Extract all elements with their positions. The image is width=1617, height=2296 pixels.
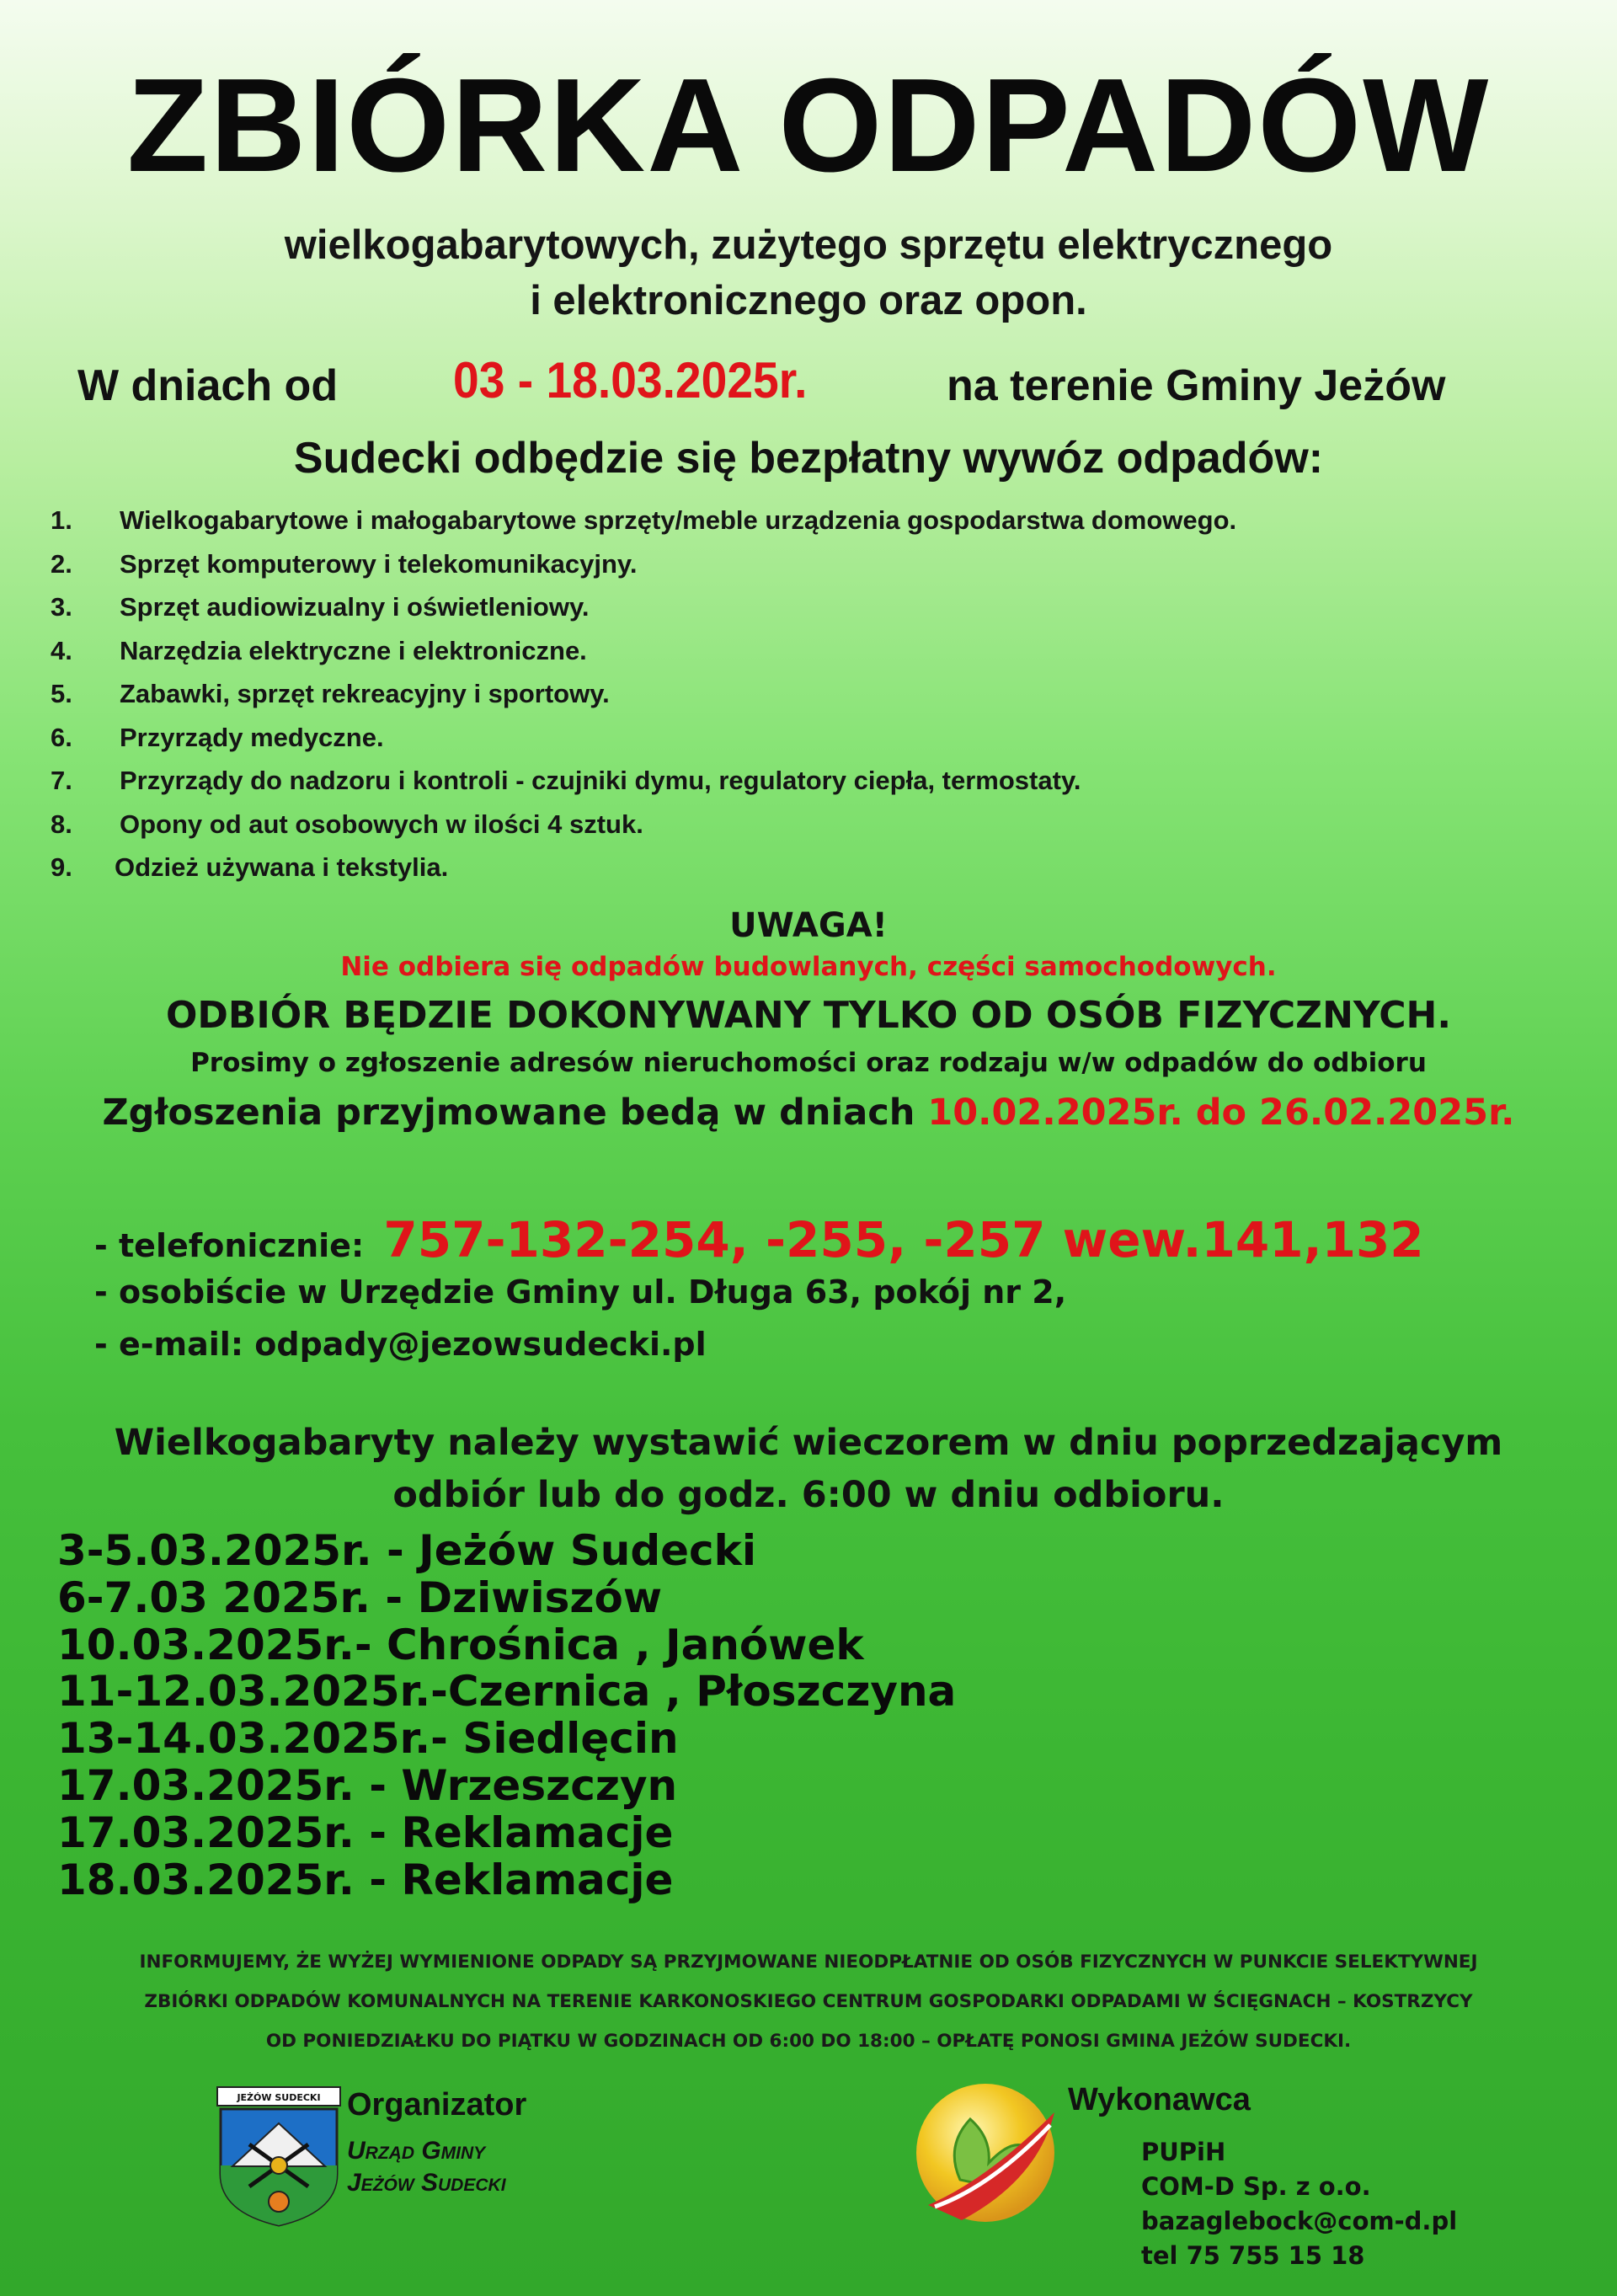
schedule-row: 3-5.03.2025r. - Jeżów Sudecki (57, 1526, 757, 1575)
contractor-email: bazaglebock@com-d.pl (1141, 2207, 1458, 2235)
schedule-row: 17.03.2025r. - Wrzeszczyn (57, 1760, 678, 1810)
period-prefix: W dniach od (77, 361, 339, 410)
item-text: Przyrządy medyczne. (120, 722, 384, 752)
item-number: 5. (51, 679, 72, 708)
item-number: 9. (51, 852, 72, 882)
schedule-row: 11-12.03.2025r.-Czernica , Płoszczyna (57, 1667, 957, 1717)
item-number: 2. (51, 548, 72, 579)
info-line-2: ZBIÓRKI ODPADÓW KOMUNALNYCH NA TERENIE KARKONOSKIEGO CENTRUM GOSPODARKI ODPADAMI W ŚCIĘGNACH – KOSTRZYCY (144, 1991, 1473, 2012)
schedule-row: 6-7.03 2025r. - Dziwiszów (57, 1572, 663, 1622)
collection-dates: 03 - 18.03.2025r. (453, 352, 808, 408)
item-text: Odzież używana i tekstylia. (115, 852, 449, 882)
info-text (0, 1942, 1617, 2061)
contractor-line-1: PUPiH (1141, 2138, 1226, 2166)
subtitle-line-2: i elektronicznego oraz opon. (530, 278, 1087, 323)
item-text: Sprzęt komputerowy i telekomunikacyjny. (120, 548, 638, 579)
instructions-line-2: odbiór lub do godz. 6:00 w dniu odbioru. (392, 1474, 1225, 1516)
contact-phone (94, 1211, 1424, 1268)
contractor-logo-icon (911, 2079, 1059, 2227)
registration-info (0, 1092, 1617, 1134)
info-line-3: OD PONIEDZIAŁKU DO PIĄTKU W GODZINACH OD 6:00 DO 18:00 – OPŁATĘ PONOSI GMINA JEŻÓW SUDECKI. (265, 2031, 1352, 2052)
schedule-row: 10.03.2025r.- Chrośnica , Janówek (57, 1620, 864, 1669)
notice-warning: Nie odbiera się odpadów budowlanych, części samochodowych. (340, 952, 1277, 982)
item-text: Narzędzia elektryczne i elektroniczne. (120, 635, 587, 665)
waste-items-list (51, 499, 1236, 889)
info-line-1: INFORMUJEMY, ŻE WYŻEJ WYMIENIONE ODPADY SĄ PRZYJMOWANE NIEODPŁATNIE OD OSÓB FIZYCZNYCH W PUNKCIE SELEKTYWNEJ (139, 1952, 1478, 1973)
item-number: 1. (51, 505, 72, 535)
item-text: Zabawki, sprzęt rekreacyjny i sportowy. (120, 679, 610, 708)
item-text: Przyrządy do nadzoru i kontroli - czujniki dymu, regulatory ciepła, termostaty. (120, 766, 1081, 795)
phone-label: - telefonicznie: (94, 1227, 365, 1264)
item-text: Wielkogabarytowe i małogabarytowe sprzęty/meble urządzenia gospodarstwa domowego. (120, 505, 1237, 535)
poster-subtitle (0, 217, 1617, 328)
list-item (51, 846, 1236, 889)
poster-title: ZBIÓRKA ODPADÓW (126, 51, 1491, 200)
contractor-info (1141, 2135, 1457, 2273)
item-number: 6. (51, 722, 72, 752)
list-item (51, 672, 1236, 716)
instructions-line-1: Wielkogabaryty należy wystawić wieczorem w dniu poprzedzającym (114, 1422, 1503, 1464)
item-number: 3. (51, 592, 72, 622)
schedule-row: 13-14.03.2025r.- Siedlęcin (57, 1714, 679, 1764)
contractor-phone: tel 75 755 15 18 (1141, 2241, 1365, 2270)
list-item (51, 803, 1236, 846)
notice-heading: UWAGA! (729, 906, 888, 945)
registration-dates: 10.02.2025r. do 26.02.2025r. (927, 1092, 1515, 1134)
registration-prefix: Zgłoszenia przyjmowane bedą w dniach (102, 1092, 915, 1134)
contact-in-person: - osobiście w Urzędzie Gminy ul. Długa 63, pokój nr 2, (94, 1273, 1067, 1311)
contractor-label: Wykonawca (1068, 2082, 1251, 2117)
item-text: Sprzęt audiowizualny i oświetleniowy. (120, 592, 590, 622)
crest-text: JEŻÓW SUDECKI (237, 2092, 321, 2103)
item-number: 7. (51, 766, 72, 795)
notice-request: Prosimy o zgłoszenie adresów nieruchomości oraz rodzaju w/w odpadów do odbioru (190, 1048, 1427, 1078)
organizer-name-line-2: Jeżów Sudecki (347, 2169, 506, 2197)
schedule-row: 17.03.2025r. - Reklamacje (57, 1807, 674, 1857)
list-item (51, 499, 1236, 542)
organizer-label: Organizator (347, 2087, 527, 2122)
list-item (51, 759, 1236, 803)
period-suffix: na terenie Gminy Jeżów (947, 361, 1446, 410)
collection-schedule (57, 1528, 956, 1904)
item-number: 4. (51, 635, 72, 665)
phone-numbers: 757-132-254, -255, -257 wew.141,132 (383, 1211, 1424, 1268)
municipality-crest-icon (216, 2085, 342, 2229)
contact-email: - e-mail: odpady@jezowsudecki.pl (94, 1326, 707, 1363)
list-item (51, 585, 1236, 629)
organizer-name-line-1: Urząd Gminy (347, 2137, 486, 2165)
notice-individuals: ODBIÓR BĘDZIE DOKONYWANY TYLKO OD OSÓB FIZYCZNYCH. (165, 994, 1452, 1037)
list-item (51, 629, 1236, 673)
organizer-name (347, 2135, 506, 2199)
list-item (51, 542, 1236, 586)
period-intro: Sudecki odbędzie się bezpłatny wywóz odpadów: (293, 434, 1324, 483)
schedule-row: 18.03.2025r. - Reklamacje (57, 1855, 674, 1904)
item-number: 8. (51, 809, 72, 839)
item-text: Opony od aut osobowych w ilości 4 sztuk. (120, 809, 643, 839)
subtitle-line-1: wielkogabarytowych, zużytego sprzętu elektrycznego (284, 222, 1333, 268)
contractor-line-2: COM-D Sp. z o.o. (1141, 2172, 1371, 2201)
list-item (51, 716, 1236, 760)
